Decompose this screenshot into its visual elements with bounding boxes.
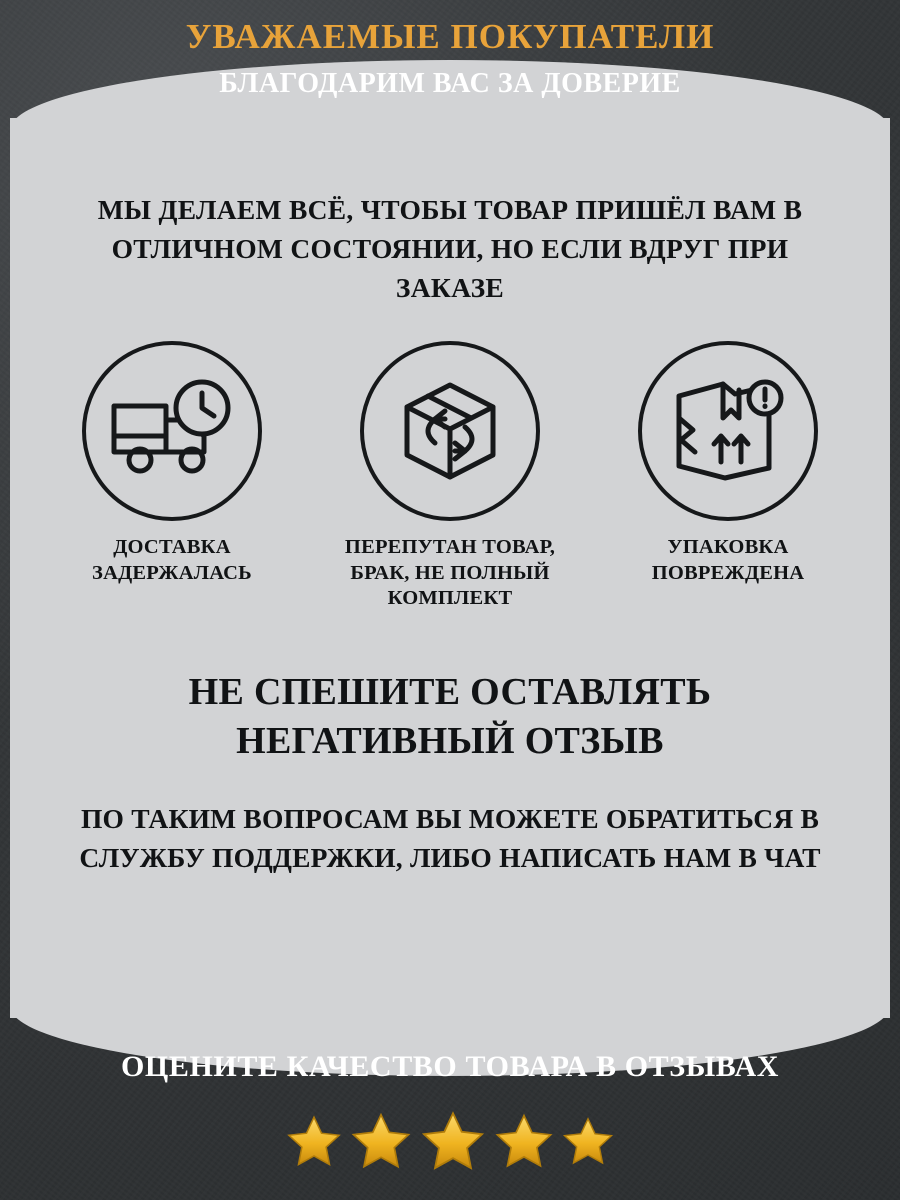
star-icon xyxy=(417,1106,489,1178)
damaged-package-icon xyxy=(638,341,818,521)
cases-row xyxy=(0,341,900,612)
rating-stars xyxy=(0,1102,900,1182)
footer xyxy=(0,1049,900,1200)
case-caption: УПАКОВКА ПОВРЕЖДЕНА xyxy=(651,536,805,584)
delivery-truck-clock-icon xyxy=(82,341,262,521)
footer-text: ОЦЕНИТЕ КАЧЕСТВО ТОВАРА В ОТЗЫВАХ xyxy=(120,1050,780,1084)
intro-text: МЫ ДЕЛАЕМ ВСЁ, ЧТОБЫ ТОВАР ПРИШЁЛ ВАМ В ОТЛИЧНОМ СОСТОЯНИИ, НО ЕСЛИ ВДРУГ ПРИ ЗАКАЗЕ xyxy=(97,194,803,304)
star-icon xyxy=(283,1111,345,1173)
star-icon xyxy=(491,1109,557,1175)
case-item xyxy=(57,341,287,586)
case-item xyxy=(335,341,565,612)
star-icon xyxy=(559,1113,617,1171)
case-item xyxy=(613,341,843,586)
header-title: УВАЖАЕМЫЕ ПОКУПАТЕЛИ xyxy=(185,17,715,56)
support-note-text: ПО ТАКИМ ВОПРОСАМ ВЫ МОЖЕТЕ ОБРАТИТЬСЯ В СЛУЖБУ ПОДДЕРЖКИ, ЛИБО НАПИСАТЬ НАМ В ЧАТ xyxy=(79,803,821,874)
star-icon xyxy=(347,1108,415,1176)
header-subtitle: БЛАГОДАРИМ ВАС ЗА ДОВЕРИЕ xyxy=(219,67,681,99)
header xyxy=(0,18,900,100)
case-caption: ДОСТАВКА ЗАДЕРЖАЛАСЬ xyxy=(92,536,252,584)
box-return-arrow-icon xyxy=(360,341,540,521)
headline-text: НЕ СПЕШИТЕ ОСТАВЛЯТЬ НЕГАТИВНЫЙ ОТЗЫВ xyxy=(188,671,712,762)
case-caption: ПЕРЕПУТАН ТОВАР, БРАК, НЕ ПОЛНЫЙ КОМПЛЕКТ xyxy=(344,536,556,610)
main-content xyxy=(0,190,900,877)
